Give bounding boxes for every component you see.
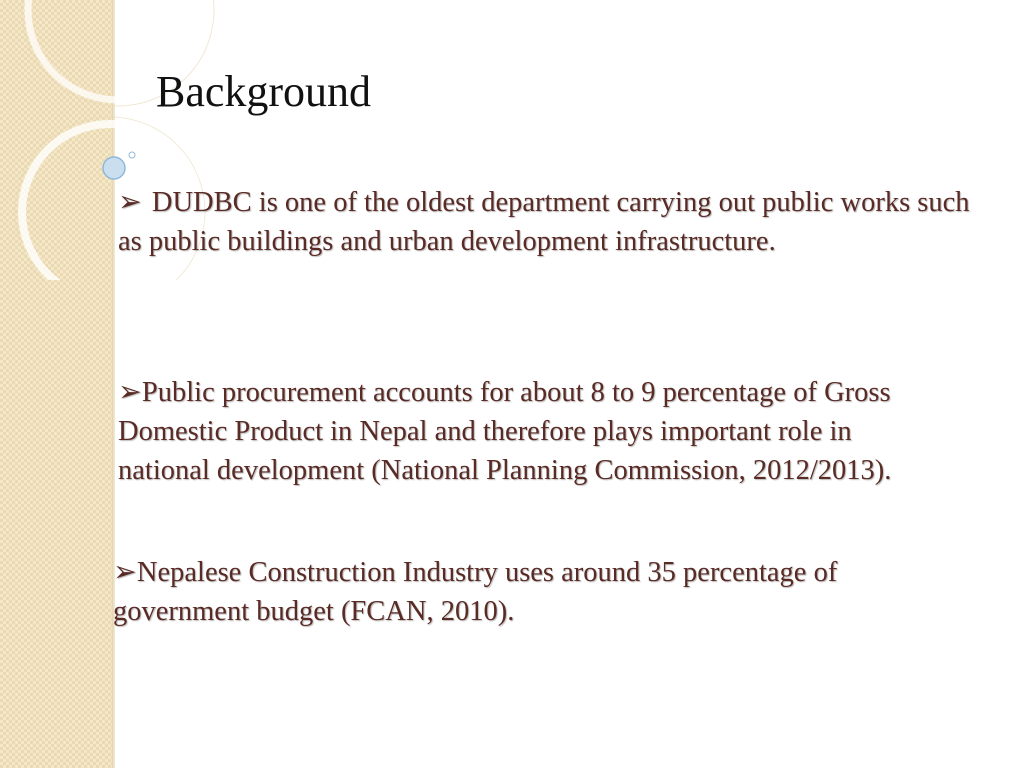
bullet-item-dudbc <box>118 183 998 261</box>
arrow-bullet-icon: ➢ <box>118 377 142 408</box>
slide-title: Background <box>156 67 372 116</box>
bullet-text: Nepalese Construction Industry uses around 35 percentage of government budget (FCAN, 2010). <box>113 557 838 627</box>
arrow-bullet-icon: ➢ <box>118 187 142 218</box>
bullet-item-public-procurement <box>118 373 938 490</box>
bullet-text: Public procurement accounts for about 8 to 9 percentage of Gross Domestic Product in Nepal and therefore plays important role in national development (National Planning Commission, 2012/2013). <box>118 377 892 486</box>
bullet-item-construction-industry <box>113 553 973 631</box>
arrow-bullet-icon: ➢ <box>113 557 137 588</box>
bullet-text: DUDBC is one of the oldest department carrying out public works such as public buildings and urban development infrastructure. <box>118 187 970 257</box>
